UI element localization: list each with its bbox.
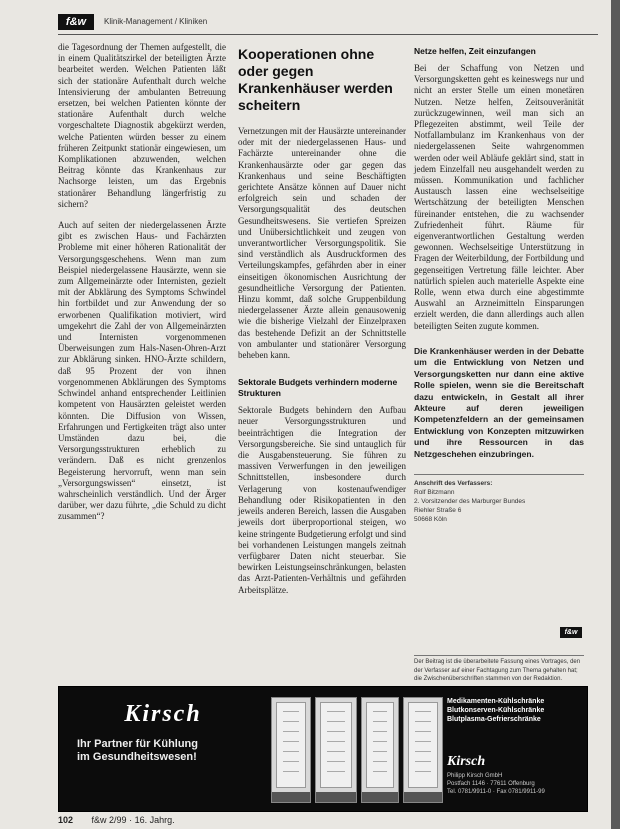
page-footer bbox=[58, 815, 175, 825]
issue-info: f&w 2/99 · 16. Jahrg. bbox=[91, 815, 175, 825]
ad-slogan-line: Ihr Partner für Kühlung bbox=[77, 738, 198, 750]
address-line: 2. Vorsitzender des Marburger Bundes bbox=[414, 497, 526, 505]
ad-brand-block bbox=[63, 693, 263, 805]
fridge-image bbox=[361, 697, 399, 803]
address-label: Anschrift des Verfassers: bbox=[414, 479, 493, 487]
page-header bbox=[58, 12, 598, 34]
section-title: Klinik-Management / Kliniken bbox=[104, 17, 208, 26]
column-3 bbox=[414, 42, 584, 524]
ad-product: Blutplasma-Gefrierschränke bbox=[447, 716, 541, 723]
ad-product-block bbox=[447, 697, 581, 796]
article-heading: Kooperationen ohne oder gegen Krankenhäuser werden scheitern bbox=[238, 46, 393, 113]
ad-product: Medikamenten-Kühlschränke bbox=[447, 698, 545, 705]
fridge-image bbox=[271, 697, 311, 803]
header-rule bbox=[58, 34, 598, 35]
ad-address-line: Tel. 0781/9911-0 · Fax 0781/9911-99 bbox=[447, 789, 545, 795]
ad-slogan bbox=[77, 738, 263, 764]
subheading: Sektorale Budgets verhindern moderne Strukturen bbox=[238, 377, 398, 399]
ad-slogan-line: im Gesundheitswesen! bbox=[77, 751, 197, 763]
page-number: 102 bbox=[58, 815, 74, 825]
page-edge-shadow bbox=[611, 0, 620, 829]
fridge-image bbox=[403, 697, 443, 803]
footnote: Der Beitrag ist die überarbeitete Fassung eines Vortrages, den der Verfasser auf einer Fachtagung zum Thema gehalten hat; die Zwischenüberschriften stammen von der Redaktion. bbox=[414, 655, 584, 684]
paragraph: Sektorale Budgets behindern den Aufbau neuer Versorgungsstrukturen und beeinträchtigen die Integration der Versorgungsbereiche. Sie sind untauglich für die Ausgabensteuerung. Sie führen zu massiven Verwerfungen in den jeweiligen Schnittstellen, insbesondere durch Verlagerung von kostenaufwendiger Behandlung oder Risikopatienten in den jeweils anderen Bereich, lassen die Ausgaben jeweils dort überproportional steigen, wo keine stringente Budgetierung erfolgt und sind bei vorhandenen Leistungen mangels zeitnah verfügbarer Daten nicht steuerbar. Sie bewirken Leistungseinschränkungen, belasten das Arzt-Patienten-Verhältnis und gefährden Arbeitsplätze. bbox=[238, 405, 406, 595]
paragraph: Vernetzungen mit der Hausärzte untereinander oder mit der niedergelassenen Haus- und Fachärzte untereinander ohne die Krankenhausärzte oder gar gegen das Krankenhaus und seine Beschäftigten gerichtete Ansätze können auf Dauer nicht erfolgreich sein und schaden der Versorgungsqualität des deutschen Gesundheitswesens. Sie vertiefen Spreizen und Unübersichtlichkeit und zeugen von unverantwortlicher Versorgungspolitik. Sie sind verständlich als Ausdruckformen des Verteilungskampfes, gefährden aber in einer einseitigen ökonomischen Ausrichtung der gesundheitliche Versorgung der Patienten. Hinzu kommt, daß solche Gruppenbildung niedergelassener Ärzte allein genausowenig wie die bisherige Vielzahl der Einzelpraxen das bestehende Defizit an der Schnittstelle von ambulanter und stationärer Versorgung beheben kann. bbox=[238, 126, 406, 361]
magazine-logo: f&w bbox=[58, 14, 94, 30]
column-1 bbox=[58, 42, 226, 523]
summary-paragraph: Die Krankenhäuser werden in der Debatte um die Entwicklung von Netzen und Versorgungsketten nur dann eine aktive Rolle spielen, wenn sie die Bereitschaft dazu entwickeln, in Gestalt all ihrer Akteure auf deren jeweiligen Kompetenzfeldern an der gemeinsamen Entwicklung von Konzepten mitzuwirken und ihre Ressourcen in das Netzgeschehen einzubringen. bbox=[414, 345, 584, 459]
subheading: Netze helfen, Zeit einzufangen bbox=[414, 46, 536, 56]
paragraph: Auch auf seiten der niedergelassenen Ärzte gibt es zwischen Haus- und Fachärzten Probleme mit einer höheren Rationalität der Versorgungsgeschehens. Wenn man zum Beispiel niedergelassene Hausärzte, wenn sie zum Allgemeinärzte oder Internisten, gezielt mit der Abklärung des Symptoms Schwindel hin fortbildet und zur Anwendung der so erworbenen Qualifikation motiviert, wird umgekehrt die Zahl der von Allgemeinärzten und Internisten vorgenommenen Überweisungen zum Hals-Nasen-Ohren-Arzt zur Abklärung sinken. HNO-Ärzte schildern, daß 95 Prozent der von ihnen vorgenommenen Abklärungen des Symptoms Schwindel anhand entsprechender Leitlinien kompetent von Hausärzten geleistet werden könnten. Die Diffusion von Wissen, Erfahrungen und Fertigkeiten trägt also unter Umständen dazu bei, die Versorgungsstrukturen erheblich zu verändern. Daß es nicht grenzenlos Begeisterung hervorruft, wenn man sein „Versorgungswissen“ einsetzt, ist wahrscheinlich verständlich. Und der Ärger darüber, wer dazu führte, „die Schuld zu dicht zusammen“? bbox=[58, 220, 226, 522]
paragraph: die Tagesordnung der Themen aufgestellt, die in einem Qualitätszirkel der beteiligten Ärzte bearbeitet werden. Welchen Patienten läßt sich der stationäre Aufenthalt durch welche Intensivierung der ambulanten Betreuung ersetzen, bei welchen Patienten könnte der stationäre Aufenthalt durch welche vorgeschaltete Diagnostik abgekürzt werden, welche Patienten würden besser zu einem früheren Zeitpunkt stationär eingewiesen, um Komplikationen abzuwenden, welchen Beitrag könnte das Krankenhaus zur Nachsorge leisten, um das Ergebnis stationärer Behandlung längerfristig zu sichern? bbox=[58, 42, 226, 209]
address-line: Rolf Bitzmann bbox=[414, 488, 455, 496]
column-2 bbox=[238, 42, 406, 596]
advertisement[interactable] bbox=[58, 686, 588, 812]
address-line: 50668 Köln bbox=[414, 515, 447, 523]
address-line: Riehler Straße 6 bbox=[414, 506, 462, 514]
ad-brand-logo-small: Kirsch bbox=[447, 754, 486, 769]
ad-address-line: Postfach 1146 · 77611 Offenburg bbox=[447, 781, 535, 787]
ad-address bbox=[447, 772, 581, 796]
fridge-image bbox=[315, 697, 357, 803]
author-address bbox=[414, 474, 584, 524]
paragraph: Bei der Schaffung von Netzen und Versorgungsketten geht es keineswegs nur und nicht an erster Stelle um einen monetären Nutzen. Netze helfen, Zeitsouveränität zurückzugewinnen, weil man sich an Pflegezeiten abstimmt, weil Teile der Notfallambulanz im Krankenhaus von der niedergelassenen Seite wahrgenommen werden oder weil Abläufe geklärt sind, statt in jedem Einzelfall neu ausgehandelt werden zu müssen. Kommunikation und fachlicher Austausch lassen eine wechselseitige Wertschätzung der beteiligten Menschen füreinander entstehen, die zu wachsender Zufriedenheit führt. Räume für eigenverantwortlichen Gestaltung werden gewonnen. Wechselseitige Unterstützung in Fragen der Weiterbildung, der Fortbildung und gegenseitigen Vertretung fälle leichter. Aber natürlich spielen auch materielle Aspekte eine Rolle, wenn etwa durch eine abgestimmte Auswahl an Arzneimitteln Einsparungen erzielt werden, die dann allerdings auch allen beteiligten Seiten zugute kommen. bbox=[414, 63, 584, 331]
end-mark-logo: f&w bbox=[560, 627, 582, 638]
ad-brand-logo: Kirsch bbox=[124, 701, 202, 727]
ad-address-line: Philipp Kirsch GmbH bbox=[447, 773, 503, 779]
ad-product: Blutkonserven-Kühlschränke bbox=[447, 707, 545, 714]
